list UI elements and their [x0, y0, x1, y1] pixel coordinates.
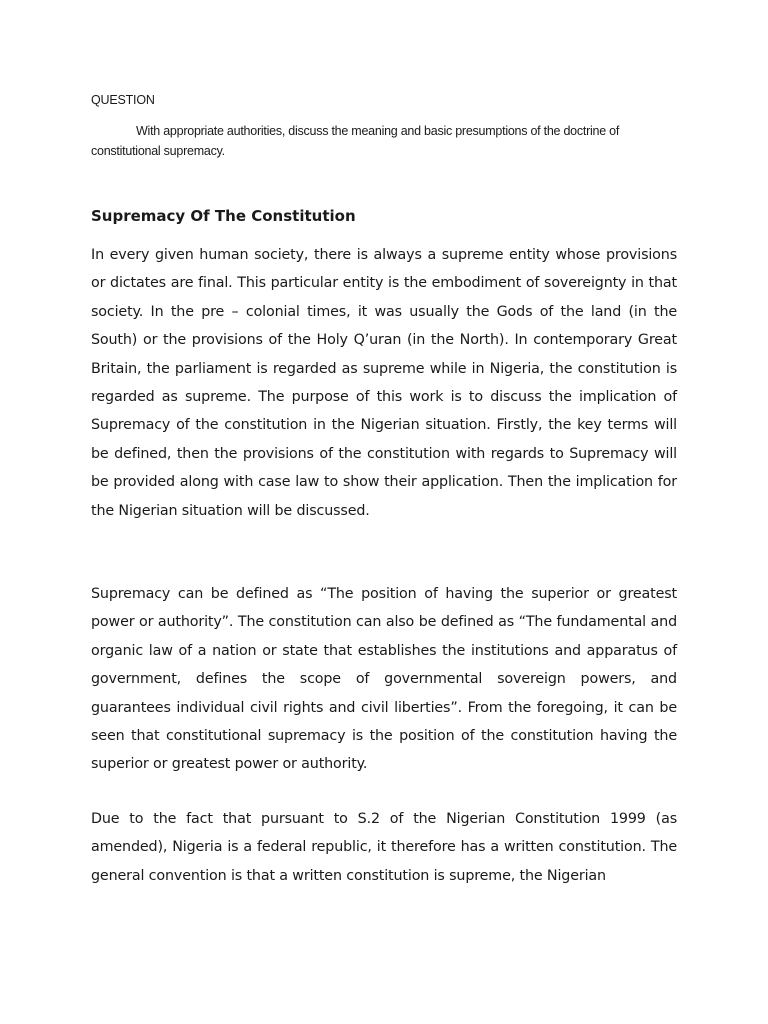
paragraph-3: Due to the fact that pursuant to S.2 of the Nigerian Constitution 1999 (as amended), Nigeria is a federal republic, it therefore has a written constitution. The general convention is that a written constitution is supreme, the Nigerian [91, 811, 677, 884]
question-label: QUESTION [91, 93, 155, 107]
paragraph-2: Supremacy can be defined as “The position of having the superior or greatest power or authority”. The constitution can also be defined as “The fundamental and organic law of a nation or state that establishes the institutions and apparatus of government, defines the scope of governmental sovereign powers, and guarantees individual civil rights and civil liberties”. From the foregoing, it can be seen that constitutional supremacy is the position of the constitution having the superior or greatest power or authority. [91, 586, 677, 773]
section-heading: Supremacy Of The Constitution [91, 207, 356, 225]
paragraph-1: In every given human society, there is always a supreme entity whose provisions or dictates are final. This particular entity is the embodiment of sovereignty in that society. In the pre – colonial times, it was usually the Gods of the land (in the South) or the provisions of the Holy Q’uran (in the North). In contemporary Great Britain, the parliament is regarded as supreme while in Nigeria, the constitution is regarded as supreme. The purpose of this work is to discuss the implication of Supremacy of the constitution in the Nigerian situation. Firstly, the key terms will be defined, then the provisions of the constitution with regards to Supremacy will be provided along with case law to show their application. Then the implication for the Nigerian situation will be discussed. [91, 247, 677, 519]
question-text: With appropriate authorities, discuss the meaning and basic presumptions of the doctrine of constitutional supremacy. [91, 124, 620, 158]
